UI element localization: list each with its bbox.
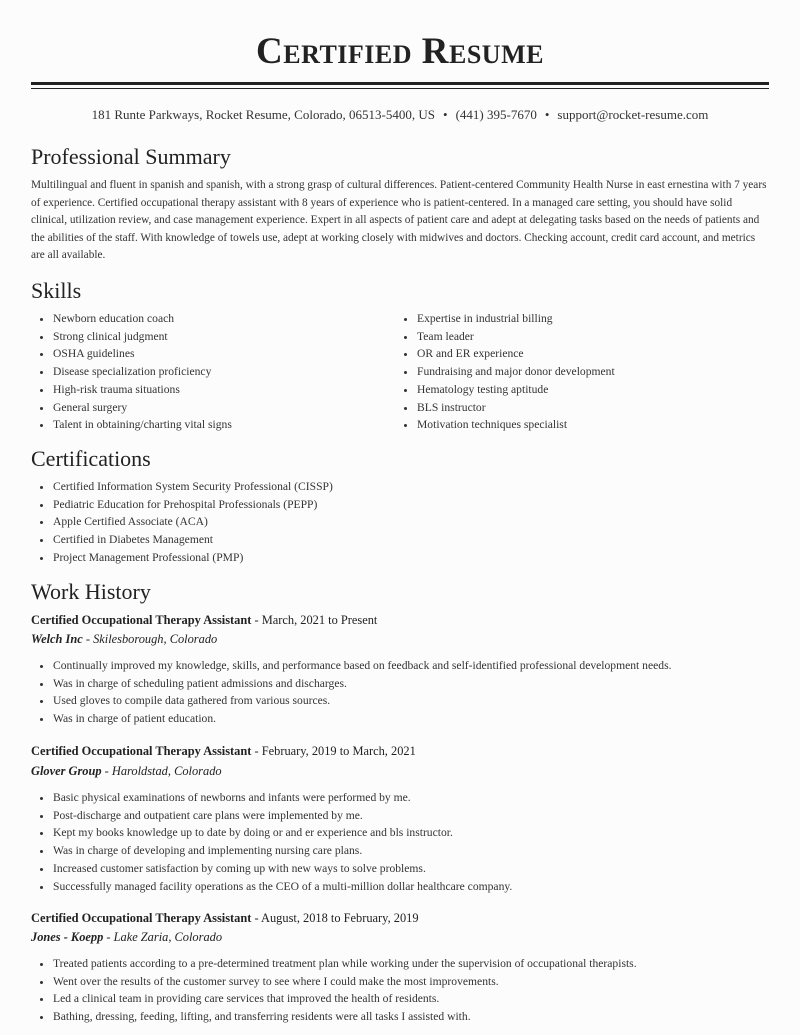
employer-name: Welch Inc <box>31 632 83 646</box>
job-bullet: • Post-discharge and outpatient care plans were implemented by me. <box>53 807 788 825</box>
work-history-heading: Work History <box>31 579 151 604</box>
job-title-line <box>31 613 377 628</box>
contact-separator: • <box>443 107 448 122</box>
skill-item: • High-risk trauma situations <box>53 381 383 399</box>
certification-item: • Certified in Diabetes Management <box>53 531 753 549</box>
skill-item: • Disease specialization proficiency <box>53 363 383 381</box>
job-bullet: • Increased customer satisfaction by coming up with new ways to solve problems. <box>53 860 788 878</box>
skills-list-right <box>395 310 787 434</box>
employer-location: - Skilesborough, Colorado <box>82 632 218 646</box>
skills-heading: Skills <box>31 278 82 303</box>
contact-email[interactable]: support@rocket-resume.com <box>557 107 709 122</box>
certifications-list <box>31 478 753 567</box>
job-bullet: • Treated patients according to a pre-determined treatment plan while working under the supervision of occupational therapists. <box>53 955 788 973</box>
employer-location: - Lake Zaria, Colorado <box>103 930 223 944</box>
job-bullet: • Successfully managed facility operations as the CEO of a multi-million dollar healthcare company. <box>53 878 788 896</box>
job-bullet: • Was in charge of developing and implementing nursing care plans. <box>53 842 788 860</box>
contact-separator: • <box>544 107 550 122</box>
job-bullet: • Kept my books knowledge up to date by doing or and er experience and bls instructor. <box>53 824 788 842</box>
employer-line <box>31 632 217 647</box>
skill-item: • Fundraising and major donor development <box>417 363 787 381</box>
job-bullet: • Bathing, dressing, feeding, lifting, and transferring residents were all tasks I assisted with. <box>53 1008 788 1026</box>
employer-name: Glover Group <box>31 764 102 778</box>
certification-item: • Pediatric Education for Prehospital Professionals (PEPP) <box>53 496 753 514</box>
employer-location: - Haroldstad, Colorado <box>101 764 222 778</box>
job-bullet: • Was in charge of patient education. <box>53 710 788 728</box>
job-bullet: • Went over the results of the customer survey to see where I could make the most improvements. <box>53 973 788 991</box>
skill-item: • OR and ER experience <box>417 345 787 363</box>
skills-list-left <box>31 310 383 434</box>
skill-item: • Talent in obtaining/charting vital signs <box>53 416 383 434</box>
resume-name: Certified Resume <box>256 31 544 72</box>
contact-line <box>0 107 800 123</box>
certification-item: • Certified Information System Security Professional (CISSP) <box>53 478 753 496</box>
header-rule-thin <box>31 88 769 89</box>
job-bullets <box>31 657 788 728</box>
skill-item: • General surgery <box>53 399 383 417</box>
job-role: Certified Occupational Therapy Assistant <box>31 911 252 925</box>
employer-name: Jones - Koepp <box>31 930 104 944</box>
certification-item: • Project Management Professional (PMP) <box>53 549 753 567</box>
job-dates: - February, 2019 to March, 2021 <box>251 744 416 758</box>
job-bullet: • Led a clinical team in providing care services that improved the health of residents. <box>53 990 788 1008</box>
contact-address: 181 Runte Parkways, Rocket Resume, Colorado, 06513-5400, US <box>91 107 436 122</box>
job-title-line <box>31 744 416 759</box>
header-rule-thick <box>31 82 769 85</box>
job-bullet: • Used gloves to compile data gathered from various sources. <box>53 692 788 710</box>
job-bullets <box>31 955 788 1026</box>
job-dates: - March, 2021 to Present <box>251 613 378 627</box>
job-title-line <box>31 911 419 926</box>
summary-text: Multilingual and fluent in spanish and spanish, with a strong grasp of cultural differences. Patient-centered Community Health Nurse in east ernestina with 7 years of experience. Certified occupational therapy assistant with 8 years of experience who is patient-centered. In a managed care setting, you should have solid clinical, utilization review, and case management experience. Expert in all aspects of patient care and adept at delegating tasks based on the needs of patients and the abilities of the staff. With knowledge of towels use, adept at working closely with midwives and doctors. Checking account, credit card account, and metrics are all available. <box>31 179 767 262</box>
job-bullet: • Was in charge of scheduling patient admissions and discharges. <box>53 675 788 693</box>
skill-item: • OSHA guidelines <box>53 345 383 363</box>
skill-item: • Hematology testing aptitude <box>417 381 787 399</box>
contact-phone: (441) 395-7670 <box>455 107 537 122</box>
job-dates: - August, 2018 to February, 2019 <box>251 911 419 925</box>
skill-item: • Newborn education coach <box>53 310 383 328</box>
employer-line <box>31 930 222 945</box>
skill-item: • Team leader <box>417 328 787 346</box>
skill-item: • Strong clinical judgment <box>53 328 383 346</box>
job-bullet: • Basic physical examinations of newborns and infants were performed by me. <box>53 789 788 807</box>
job-bullets <box>31 789 788 895</box>
summary-heading: Professional Summary <box>31 144 231 169</box>
job-role: Certified Occupational Therapy Assistant <box>31 613 252 627</box>
skill-item: • BLS instructor <box>417 399 787 417</box>
certification-item: • Apple Certified Associate (ACA) <box>53 513 753 531</box>
skill-item: • Motivation techniques specialist <box>417 416 787 434</box>
job-role: Certified Occupational Therapy Assistant <box>31 744 252 758</box>
job-bullet: • Continually improved my knowledge, skills, and performance based on feedback and self-identified professional development needs. <box>53 657 788 675</box>
certifications-heading: Certifications <box>31 446 151 471</box>
employer-line <box>31 764 222 779</box>
skill-item: • Expertise in industrial billing <box>417 310 787 328</box>
